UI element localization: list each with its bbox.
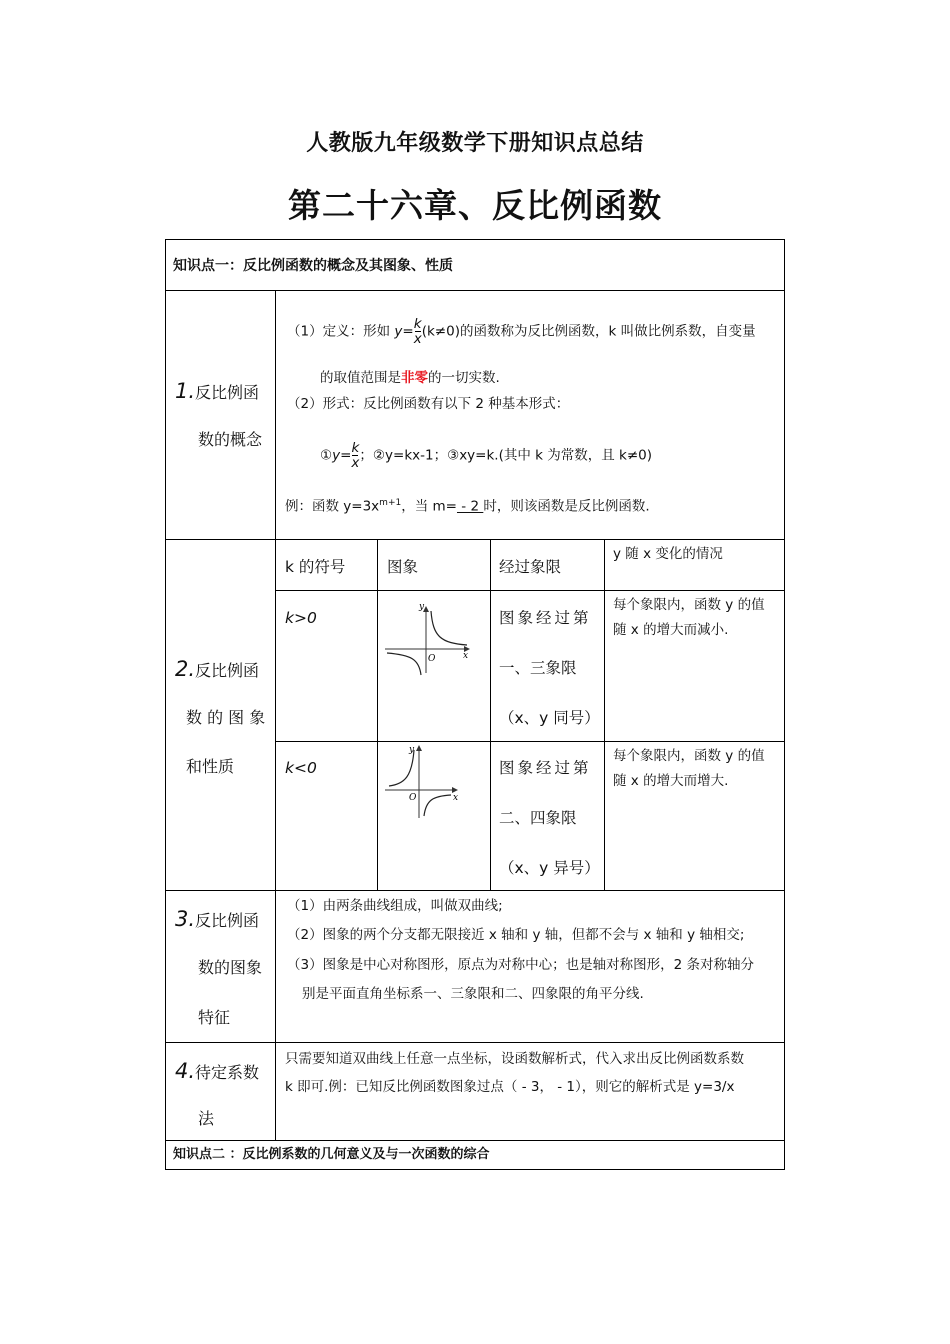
- x-axis-label: x: [463, 651, 469, 661]
- s3-point-3-cont: 别是平面直角坐标系一、三象限和二、四象限的角平分线.: [302, 986, 644, 1002]
- s1-example: 例：函数 $y=3x^{m+1}$，当 m= - 2 时，则该函数是反比例函数.: [285, 498, 650, 515]
- row2-quadrant-line2: 二、四象限: [499, 809, 577, 827]
- col-header-k-sign: k 的符号: [285, 558, 346, 576]
- highlight-nonzero: 非零: [401, 370, 428, 386]
- s4-label-line2: 法: [198, 1109, 215, 1128]
- chapter-title: 第二十六章、反比例函数: [288, 186, 662, 225]
- row2-trend-line2: 随 x 的增大而增大.: [613, 773, 729, 789]
- row1-quadrant-line3: （x、y 同号）: [499, 709, 600, 727]
- col-header-trend: y 随 x 变化的情况: [613, 546, 723, 562]
- curve-quadrant-2: [389, 750, 414, 786]
- row2-trend-line1: 每个象限内，函数 y 的值: [613, 748, 765, 764]
- fraction-k-over-x: $\frac{k}{x}$: [413, 316, 422, 347]
- row1-trend-line2: 随 x 的增大而减小.: [613, 622, 729, 638]
- s1-label: 1.反比例函: [175, 379, 260, 403]
- row-divider: [165, 890, 785, 891]
- table-border-top: [165, 239, 785, 240]
- graph-k-positive: [381, 597, 477, 677]
- s3-label-line2: 数的图象: [198, 958, 263, 977]
- curve-quadrant-1: [431, 611, 467, 645]
- kp2-heading: 知识点二 ：反比例系数的几何意义及与一次函数的综合: [173, 1147, 490, 1162]
- s1-forms-title: （2）形式：反比例函数有以下 2 种基本形式：: [287, 396, 570, 412]
- s1-label-line2: 数的概念: [198, 430, 263, 449]
- row2-quadrant-line1: 图象经过第: [499, 759, 592, 777]
- s4-text-line2: k 即可.例：已知反比例函数图象过点（ - 3， - 1），则它的解析式是 y=3/x: [285, 1079, 735, 1095]
- s2-label-line2: 数 的 图 象: [186, 708, 266, 727]
- s2-label: 2.反比例函: [175, 657, 260, 681]
- x-axis-label: x: [453, 793, 459, 803]
- s3-label-line3: 特征: [198, 1008, 231, 1027]
- s3-point-3: （3）图象是中心对称图形，原点为对称中心；也是轴对称图形，2 条对称轴分: [287, 957, 754, 973]
- page-title: 人教版九年级数学下册知识点总结: [306, 131, 644, 156]
- row-divider: [276, 590, 785, 591]
- row1-k-sign: k>0: [285, 609, 317, 627]
- row2-quadrant-line3: （x、y 异号）: [499, 859, 600, 877]
- row-divider: [165, 1140, 785, 1141]
- kp1-heading: 知识点一：反比例函数的概念及其图象、性质: [173, 258, 453, 274]
- y-axis-label: y: [409, 745, 415, 755]
- graph-k-negative: [381, 742, 477, 822]
- y-axis-label: y: [419, 602, 425, 612]
- col-header-quadrant: 经过象限: [499, 558, 562, 576]
- origin-label: O: [409, 793, 417, 803]
- row2-k-sign: k<0: [285, 759, 317, 777]
- col-header-graph: 图象: [387, 558, 419, 576]
- col-divider: [275, 290, 276, 1141]
- curve-quadrant-3: [387, 653, 421, 675]
- row1-quadrant-line2: 一、三象限: [499, 659, 577, 677]
- curve-quadrant-4: [424, 795, 451, 816]
- s3-point-2: （2）图象的两个分支都无限接近 x 轴和 y 轴，但都不会与 x 轴和 y 轴相交;: [287, 927, 745, 943]
- row-divider: [276, 741, 785, 742]
- col-divider: [604, 539, 605, 891]
- knowledge-table: [165, 239, 785, 1170]
- row-divider: [165, 1042, 785, 1043]
- table-border-bottom: [165, 1169, 785, 1170]
- row-divider: [165, 290, 785, 291]
- s3-label: 3.反比例函: [175, 907, 260, 931]
- table-border-left: [165, 239, 166, 1170]
- origin-label: O: [428, 654, 436, 664]
- s3-point-1: （1）由两条曲线组成，叫做双曲线;: [287, 898, 503, 914]
- s2-label-line3: 和性质: [186, 757, 235, 776]
- s4-label: 4.待定系数: [175, 1059, 260, 1083]
- example-answer: - 2: [456, 498, 484, 515]
- s1-definition-cont: 的取值范围是非零的一切实数.: [320, 370, 500, 386]
- row-divider: [165, 539, 785, 540]
- col-divider: [377, 539, 378, 891]
- col-divider: [490, 539, 491, 891]
- s1-forms: ①y= $\frac{k}{x}$ ；②y=kx-1；③xy=k.(其中 k 为常数，且 k≠0): [320, 440, 653, 471]
- s1-definition: （1）定义：形如 y= $\frac{k}{x}$ (k≠0)的函数称为反比例函数，k 叫做比例系数，自变量: [287, 316, 756, 347]
- table-border-right: [784, 239, 785, 1170]
- row1-quadrant-line1: 图象经过第: [499, 609, 592, 627]
- row1-trend-line1: 每个象限内，函数 y 的值: [613, 597, 765, 613]
- s4-text-line1: 只需要知道双曲线上任意一点坐标，设函数解析式，代入求出反比例函数系数: [285, 1051, 744, 1067]
